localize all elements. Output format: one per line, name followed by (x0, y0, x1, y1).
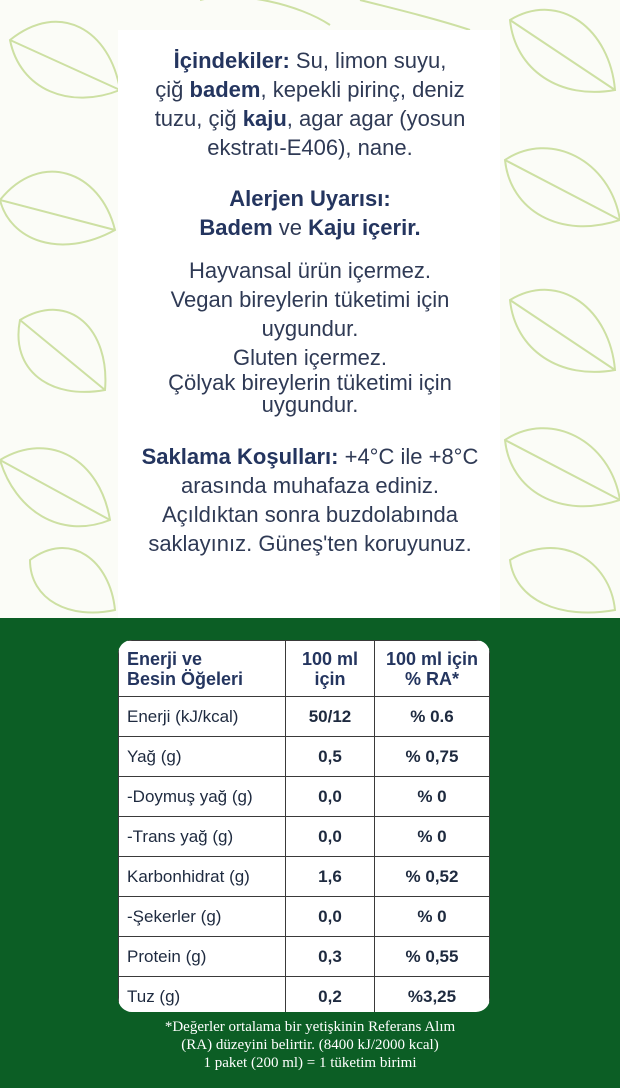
claim-line: Vegan bireylerin tüketimi için (170, 287, 450, 312)
ra-value: % 0,55 (375, 937, 490, 977)
table-row (119, 857, 490, 897)
ra-value: % 0 (375, 897, 490, 937)
header-text: için (314, 668, 346, 689)
claim-line: uygundur. (261, 316, 359, 341)
ingredients-text: Su, limon suyu, (289, 48, 447, 73)
allergen-cashew: Kaju içerir. (308, 215, 421, 240)
table-row (119, 777, 490, 817)
ingredients-text: tuzu, çiğ (154, 106, 243, 131)
ra-value: % 0 (375, 777, 490, 817)
per-100ml-value: 50/12 (286, 697, 375, 737)
nutrition-table (118, 640, 490, 1012)
nutrition-table-card (118, 640, 490, 1012)
footnote (100, 1018, 520, 1072)
per-100ml-value: 0,2 (286, 977, 375, 1013)
footnote-line: (RA) düzeyini belirtir. (8400 kJ/2000 kcal) (181, 1037, 439, 1053)
ra-value: % 0,52 (375, 857, 490, 897)
storage-text: +4°C ile +8°C (338, 444, 479, 469)
allergen-line (100, 213, 520, 242)
header-nutrients (119, 641, 286, 697)
table-row (119, 977, 490, 1013)
table-row (119, 817, 490, 857)
ingredient-almond: badem (189, 77, 261, 102)
header-text: 100 ml (301, 648, 359, 669)
ingredients-text: çiğ (155, 77, 190, 102)
nutrient-name: -Şekerler (g) (119, 897, 286, 937)
table-row (119, 697, 490, 737)
storage-heading: Saklama Koşulları: (141, 444, 339, 469)
header-per-100ml (286, 641, 375, 697)
claim-line: uygundur. (261, 392, 359, 417)
per-100ml-value: 0,0 (286, 897, 375, 937)
nutrient-name: Enerji (kJ/kcal) (119, 697, 286, 737)
claims-section (100, 256, 520, 416)
ingredients-line-3 (100, 104, 520, 133)
claim-line: Gluten içermez. (232, 345, 388, 370)
per-100ml-value: 0,5 (286, 737, 375, 777)
footnote-line: 1 paket (200 ml) = 1 tüketim birimi (203, 1055, 417, 1071)
nutrient-name: -Trans yağ (g) (119, 817, 286, 857)
table-row (119, 897, 490, 937)
claim-line: Çölyak bireylerin tüketimi için (168, 370, 452, 395)
header-text: Besin Öğeleri (127, 668, 244, 689)
storage-section (100, 442, 520, 558)
per-100ml-value: 0,0 (286, 817, 375, 857)
ra-value: % 0.6 (375, 697, 490, 737)
per-100ml-value: 1,6 (286, 857, 375, 897)
nutrient-name: Tuz (g) (119, 977, 286, 1013)
allergen-section (100, 184, 520, 242)
storage-line: Açıldıktan sonra buzdolabında (162, 502, 458, 527)
header-text: 100 ml için (385, 648, 479, 669)
nutrient-name: Yağ (g) (119, 737, 286, 777)
allergen-heading: Alerjen Uyarısı: (229, 186, 391, 211)
header-text: Enerji ve (127, 648, 203, 669)
header-ra (375, 641, 490, 697)
ingredients-heading: İçindekiler: (173, 48, 290, 73)
claim-line: Hayvansal ürün içermez. (188, 258, 432, 283)
table-row (119, 937, 490, 977)
allergen-almond: Badem (199, 215, 273, 240)
ingredients-line-2 (100, 75, 520, 104)
ingredients-line-1 (100, 46, 520, 75)
ingredients-line-4: ekstratı-E406), nane. (207, 135, 413, 160)
ingredients-text: , kepekli pirinç, deniz (260, 77, 465, 102)
ra-value: % 0,75 (375, 737, 490, 777)
storage-line: saklayınız. Güneş'ten koruyunuz. (148, 531, 472, 556)
header-text: % RA* (404, 668, 459, 689)
per-100ml-value: 0,0 (286, 777, 375, 817)
table-header-row (119, 641, 490, 697)
nutrient-name: Karbonhidrat (g) (119, 857, 286, 897)
nutrient-name: -Doymuş yağ (g) (119, 777, 286, 817)
ingredient-cashew: kaju (242, 106, 287, 131)
ra-value: %3,25 (375, 977, 490, 1013)
ingredients-section (100, 46, 520, 162)
ra-value: % 0 (375, 817, 490, 857)
per-100ml-value: 0,3 (286, 937, 375, 977)
table-row (119, 737, 490, 777)
storage-line: arasında muhafaza ediniz. (180, 473, 440, 498)
storage-line-1 (100, 442, 520, 471)
nutrient-name: Protein (g) (119, 937, 286, 977)
ingredients-text: , agar agar (yosun (286, 106, 466, 131)
footnote-line: *Değerler ortalama bir yetişkinin Referans Alım (164, 1019, 456, 1035)
allergen-and: ve (272, 215, 309, 240)
